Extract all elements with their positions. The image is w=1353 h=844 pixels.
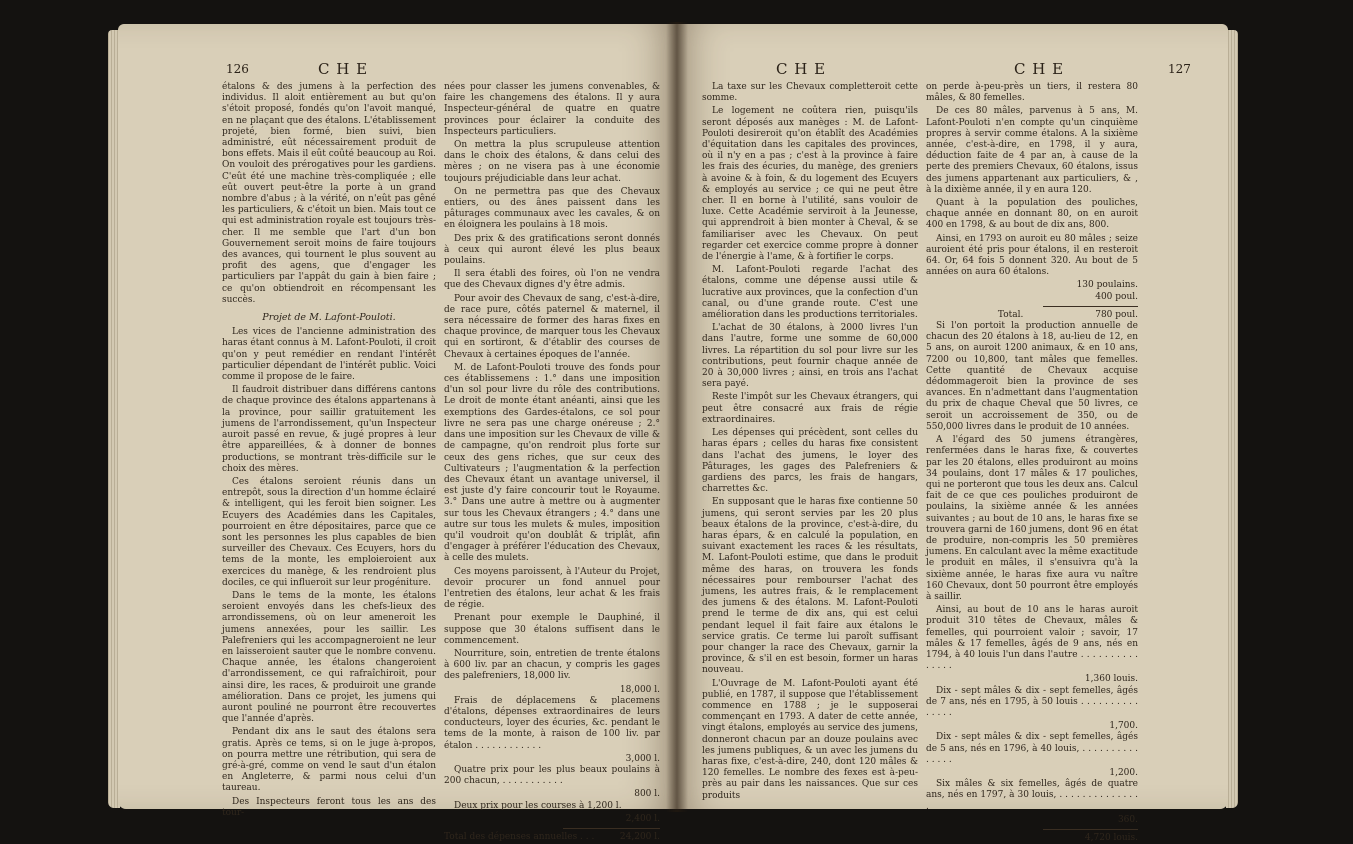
right-page bbox=[676, 24, 1228, 843]
paragraph: Pendant dix ans le saut des étalons sera gratis. Après ce tems, si on le juge à-propos, on pourra mettre une rétribution, qui sera de gré-à-gré, comme on vend le saut d'un étalon en Angleterre, & parmi nous celui d'un taureau. bbox=[222, 727, 436, 794]
paragraph: Deux prix pour les courses à 1,200 l. bbox=[454, 800, 622, 811]
left-column-2 bbox=[444, 82, 660, 843]
paragraph: Reste l'impôt sur les Chevaux étrangers, qui peut être consacré aux frais de régie extraordinaires. bbox=[702, 392, 918, 425]
amount: 2,400 l. bbox=[625, 813, 660, 824]
paragraph: Il sera établi des foires, où l'on ne vendra que des Chevaux dignes d'y être admis. bbox=[444, 269, 660, 291]
page-number-left: 126 bbox=[226, 62, 249, 76]
paragraph: On mettra la plus scrupuleuse attention dans le choix des étalons, & dans celui des mères ; on ne visera pas à une économie toujours préjudiciable dans leur achat. bbox=[444, 140, 660, 184]
sum-rule bbox=[563, 828, 660, 829]
paragraph: On ne permettra pas que des Chevaux entiers, ou des ânes paissent dans les pâturages communaux avec les cavales, & on en éloignera les poulains à 18 mois. bbox=[444, 186, 660, 231]
paragraph: on perde à-peu-près un tiers, il restera 80 mâles, & 80 femelles. bbox=[926, 82, 1138, 104]
paragraph: Les dépenses qui précèdent, sont celles du haras épars ; celles du haras fixe consistent dans l'achat des jumens, le loyer des Pâturages, les gages des Palefreniers & gardiens des parcs, les frais de hangars, charrettes &c. bbox=[702, 428, 918, 495]
amount: 1,360 louis. bbox=[1084, 674, 1138, 685]
total-row bbox=[444, 832, 660, 843]
paragraph: Dix - sept mâles & dix - sept femelles, âgés de 7 ans, nés en 1795, à 50 louis . . . . . . . . . . . . . . . bbox=[926, 685, 1138, 718]
total-amount: 24,200 l. bbox=[619, 832, 660, 842]
page-number-right: 127 bbox=[1168, 62, 1191, 76]
paragraph: A l'égard des 50 jumens étrangères, renfermées dans le haras fixe, & couvertes par les 20 étalons, elles produiront au moins 34 poulains, dont 17 mâles & 17 pouliches, qui ne porteront que tous les deux ans. Calcul fait de ce que ces pouliches produiront de poulains, la sixième année & les années suivantes ; au bout de 10 ans, le haras fixe se trouvera garni de 160 jumens, dont 96 en état de produire, non-compris les 50 premières jumens. En calculant avec la même exactitude le produit en mâles, il s'ensuivra qu'à la sixième année, le haras fixe aura vu naître 160 Chevaux, dont 50 pourront être employés à saillir. bbox=[926, 435, 1138, 602]
paragraph: Si l'on portoit la production annuelle de chacun des 20 étalons à 18, au-lieu de 12, en 5 ans, on auroit 1200 animaux, & en 10 ans, 7200 ou 10,800, tant mâles que femelles. Cette quantité de Chevaux acquise dédommageroit bien la province de ses avances. En n'admettant dans l'augmentation du prix de chaque Cheval que 50 livres, ce seroit un accroissement de 350, ou de 550,000 livres dans le produit de 10 années. bbox=[926, 321, 1138, 432]
paragraph: Des Inspecteurs feront tous les ans des tour- bbox=[222, 796, 436, 818]
grand-total: 4,720 louis. bbox=[1084, 833, 1138, 843]
paragraph: Ainsi, au bout de 10 ans le haras auroit produit 310 têtes de Chevaux, mâles & femelles, qui pourroient valoir ; savoir, 17 mâles & 17 femelles, âgés de 9 ans, nés en 1794, à 40 louis l'un dans l'autre . . . . . . . . . . . . . . . bbox=[926, 605, 1138, 672]
amount: 18,000 l. bbox=[619, 684, 660, 695]
sum-rule bbox=[1043, 829, 1138, 830]
paragraph: Six mâles & six femelles, âgés de quatre ans, nés en 1797, à 30 louis, . . . . . . . . . . . . . . . bbox=[926, 779, 1138, 812]
paragraph: Pour avoir des Chevaux de sang, c'est-à-dire, de race pure, côtés paternel & maternel, il sera nécessaire de former des haras fixes en chaque province, de marquer tous les Chevaux qui en sortiront, & d'établir des courses de Chevaux à certaines époques de l'année. bbox=[444, 293, 660, 360]
right-column-2 bbox=[926, 82, 1138, 844]
left-page bbox=[118, 24, 676, 842]
paragraph: Quant à la population des pouliches, chaque année en donnant 80, on en auroit 400 en 1798, & au bout de dix ans, 800. bbox=[926, 198, 1138, 231]
paragraph: nées pour classer les jumens convenables, & faire les changemens des étalons. Il y aura Inspecteur-général de quatre en quatre provinces pour éclairer la conduite des Inspecteurs particuliers. bbox=[444, 82, 660, 137]
paragraph: Dans le tems de la monte, les étalons seroient envoyés dans les chefs-lieux des arrondissemens, où on leur ameneroit les jumens annexées, pour les saillir. Les Palefreniers qui les accompagneroient ne leur en laisseroient sauter que le nombre convenu. Chaque année, les étalons changeroient d'arrondissement, ce qui rafraîchiroit, pour ainsi dire, les races, & produiroit une grande amélioration. Dans ce projet, les jumens qui auront pouliné ne pourront être recouvertes que l'année d'après. bbox=[222, 590, 436, 725]
book-gutter bbox=[666, 22, 688, 812]
paragraph: De ces 80 mâles, parvenus à 5 ans, M. Lafont-Pouloti n'en compte qu'un cinquième propres à servir comme étalons. A la sixième année, c'est-à-dire, en 1798, il y aura, déduction faite de 4 par an, à cause de la perte des premiers Chevaux, 60 étalons, issus des jumens appartenant aux particuliers, & , à la dixième année, il y en aura 120. bbox=[926, 106, 1138, 195]
paragraph: En supposant que le haras fixe contienne 50 jumens, qui seront servies par les 20 plus beaux étalons de la province, c'est-à-dire, du haras épars, & en calculé la population, en suivant exactement les races & les résultats, M. Lafont-Pouloti estime, que dans le produit même des haras, on trouvera les fonds nécessaires pour rembourser l'achat des jumens, les autres frais, & le remplacement des jumens & des étalons. M. Lafont-Pouloti prend le terme de dix ans, qui est celui pendant lequel il fait faire aux étalons le service gratis. Ce terme lui paroît suffisant pour changer la race des Chevaux, garnir la province, & s'il en est besoin, former un haras nouveau. bbox=[702, 497, 918, 676]
paragraph: La taxe sur les Chevaux completteroit cette somme. bbox=[702, 82, 918, 104]
sum-line: 130 poulains. bbox=[1076, 280, 1138, 291]
paragraph: étalons & des jumens à la perfection des individus. Il aloit entièrement au but qu'on s'étoit proposé, fondés qu'on l'avoit manqué, en ne plaçant que des étalons. L'établissement projeté, bien formé, bien suivi, bien administré, eût nécessairement produit de bons effets. Mais il eût coûté beaucoup au Roi. On vouloit des prérogatives pour les gardiens. C'eût été une machine très-compliquée ; elle eût ouvert peut-être la porte à un grand nombre d'abus ; à la vérité, on n'eût pas gêné les particuliers, & c'étoit un bien. Mais tout ce qui est administration royale est toujours très-cher. Il me semble que l'art d'un bon Gouvernement seroit moins de faire toujours des avances, qui tournent le plus souvent au profit des agens, que d'engager les particuliers par l'appât du gain à bien faire ; ce qu'on obtiendroit en récompensant les succès. bbox=[222, 82, 436, 305]
total-row bbox=[926, 310, 1138, 321]
amount: 800 l. bbox=[634, 789, 660, 800]
amount: 3,000 l. bbox=[625, 753, 660, 764]
running-header-left: C H E bbox=[318, 60, 369, 78]
paragraph: Il faudroit distribuer dans différens cantons de chaque province des étalons appartenans à la province, pour saillir gratuitement les jumens de l'arrondissement, qu'un Inspecteur auroit passé en revue, & jugé propres à leur être appareillées, & à donner de bonnes productions, se montrant très-difficile sur le choix des mères. bbox=[222, 385, 436, 474]
sum-rule bbox=[1043, 306, 1138, 307]
total-amount: 780 poul. bbox=[1095, 309, 1138, 320]
paragraph: Ainsi, en 1793 on auroit eu 80 mâles ; seize auroient été pris pour étalons, il en resteroit 64. Or, 64 fois 5 donnent 320. Au bout de 5 années on aura 60 étalons. bbox=[926, 233, 1138, 278]
right-column-1 bbox=[702, 82, 918, 804]
sum-line: 400 poul. bbox=[1095, 291, 1138, 302]
paragraph: Les vices de l'ancienne administration des haras étant connus à M. Lafont-Pouloti, il croit qu'on y peut remédier en rendant l'intérêt particulier dépendant de l'intérêt public. Voici comme il propose de le faire. bbox=[222, 327, 436, 383]
paragraph: M. de Lafont-Pouloti trouve des fonds pour ces établissemens : 1.° dans une imposition d'un sol pour livre du rôle des contributions. Le droit de monte étant anéanti, ainsi que les exemptions des Gardes-étalons, ce sol pour livre ne sera pas une charge onéreuse ; 2.° dans une imposition sur les Chevaux de ville & de campagne, qu'on rendroit plus forte sur ceux des gens riches, que sur ceux des Cultivateurs ; l'augmentation & la perfection des Chevaux étant un avantage universel, il est juste d'y faire concourir tout le Royaume. 3.° Dans une autre à mettre ou à augmenter sur tous les Chevaux étrangers ; 4.° dans une autre sur tous les mulets & mules, imposition qu'il voudroit qu'on doublât & triplât, afin d'engager à préférer l'éducation des Chevaux, à celle des mulets. bbox=[444, 362, 660, 564]
total-label: Total. bbox=[997, 309, 1024, 320]
left-column-1 bbox=[222, 82, 436, 821]
paragraph: M. Lafont-Pouloti regarde l'achat des étalons, comme une dépense aussi utile & lucrative aux provinces, que la confection d'un canal, ou d'une grande route. C'est une amélioration dans les productions territoriales. bbox=[702, 265, 918, 321]
paragraph: Quatre prix pour les plus beaux poulains à 200 chacun, . . . . . . . . . . . bbox=[444, 764, 660, 787]
amount: 1,200. bbox=[1109, 767, 1138, 778]
paragraph: Prenant pour exemple le Dauphiné, il suppose que 30 étalons suffisent dans le commencement. bbox=[444, 613, 660, 646]
paragraph: Nourriture, soin, entretien de trente étalons à 600 liv. par an chacun, y compris les gages des palefreniers, 18,000 liv. bbox=[444, 648, 660, 682]
amount: 1,700. bbox=[1109, 721, 1138, 732]
total-label: Total des dépenses annuelles . . . bbox=[444, 832, 595, 842]
paragraph: Des prix & des gratifications seront donnés à ceux qui auront élevé les plus beaux poulains. bbox=[444, 233, 660, 267]
paragraph: L'Ouvrage de M. Lafont-Pouloti ayant été publié, en 1787, il suppose que l'établissement commence en 1788 ; je le supposerai commençant en 1793. A dater de cette année, vingt étalons, employés au service des jumens, donneront chacun par an douze poulains avec les jumens publiques, & un avec les jumens du haras fixe, c'est-à-dire, 240, dont 120 mâles & 120 femelles. Le nombre des fexes est à-peu-près au pair dans les naissances. Que sur ces produits bbox=[702, 678, 918, 801]
paragraph: Ces étalons seroient réunis dans un entrepôt, sous la direction d'un homme éclairé & intelligent, qui les feroit bien soigner. Les Ecuyers des Académies dans les Capitales, pourroient en être dépositaires, parce que ce sont les personnes les plus capables de bien surveiller des Chevaux. Ces Ecuyers, hors du tems de la monte, les emploieroient aux exercices du manège, & les rendroient plus dociles, ce qui influeroit sur leur progéniture. bbox=[222, 476, 436, 588]
paragraph: Dix - sept mâles & dix - sept femelles, âgés de 5 ans, nés en 1796, à 40 louis, . . . . . . . . . . . . . . . bbox=[926, 732, 1138, 765]
paragraph: Frais de déplacemens & placemens d'étalons, dépenses extraordinaires de leurs conducteurs, loyer des écuries, &c. pendant le tems de la monte, à raison de 100 liv. par étalon . . . . . . . . . . . . bbox=[444, 695, 660, 751]
paragraph: Le logement ne coûtera rien, puisqu'ils seront déposés aux manèges : M. de Lafont-Pouloti desireroit qu'on établît des Académies d'équitation dans les capitales des provinces, où il n'y en a pas ; c'est à la province à faire les frais des écuries, du manège, des greniers à avoine & à foin, & du logement des Ecuyers & employés au service ; ce qui ne peut être cher. Il en borne à l'utilité, sans vouloir de luxe. Cette Académie serviroit à la Jeunesse, qui apprendroit à bien monter à Cheval, & se familiariser avec les Chevaux. On peut regarder cet exercice comme propre à donner de l'énergie à l'ame, & à fortifier le corps. bbox=[702, 106, 918, 263]
paragraph: L'achat de 30 étalons, à 2000 livres l'un dans l'autre, forme une somme de 60,000 livres. La répartition du sol pour livre sur les contributions, peut fournir chaque année de 20 à 30,000 livres ; ainsi, en trois ans l'achat sera payé. bbox=[702, 323, 918, 390]
section-title: Projet de M. Lafont-Pouloti. bbox=[262, 312, 396, 324]
paragraph: Ces moyens paroissent, à l'Auteur du Projet, devoir procurer un fond annuel pour l'entretien des étalons, leur achat & les frais de régie. bbox=[444, 566, 660, 611]
running-header-right-1: C H E bbox=[776, 60, 827, 78]
running-header-right-2: C H E bbox=[1014, 60, 1065, 78]
amount: 360. bbox=[1117, 814, 1138, 825]
